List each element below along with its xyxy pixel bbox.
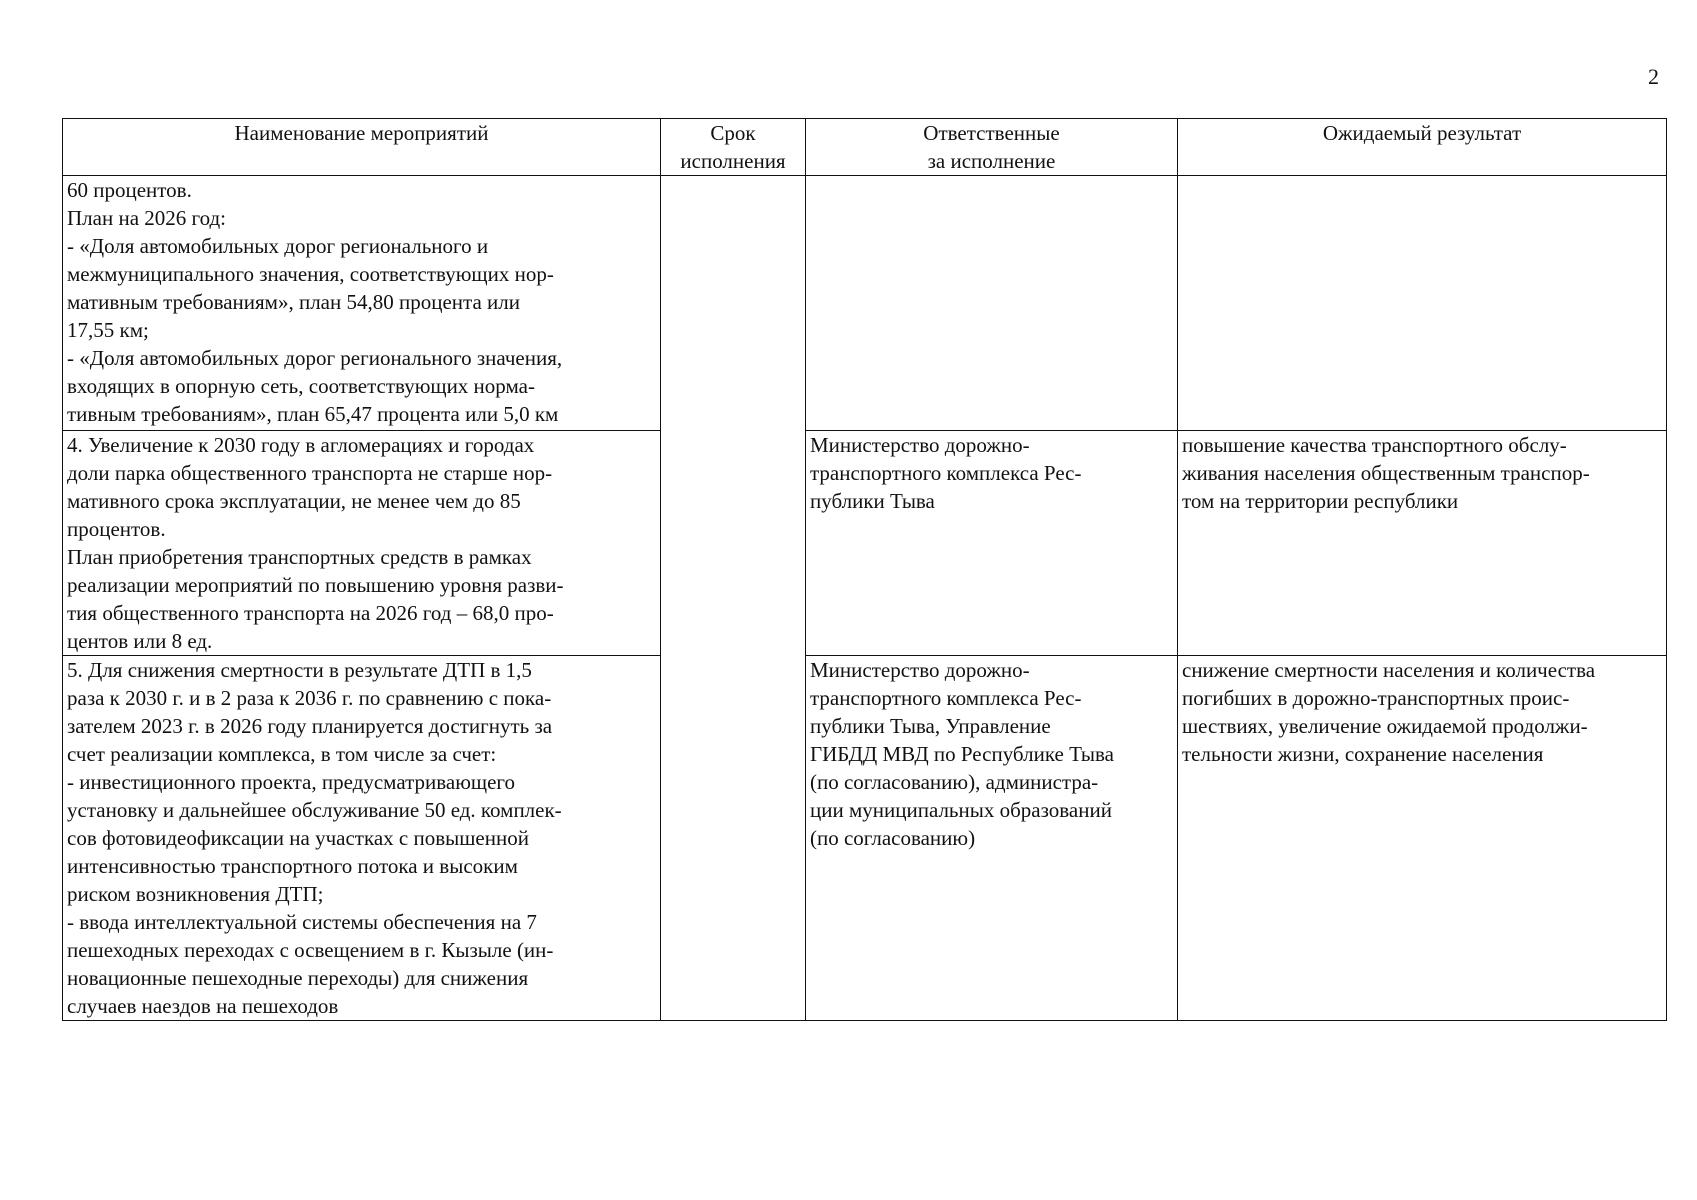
text-line: Ожидаемый результат (1322, 121, 1522, 145)
text-line: - «Доля автомобильных дорог регионального и (67, 234, 489, 258)
result-cell (1178, 656, 1667, 1021)
deadline-cell (661, 176, 806, 1021)
text-line: случаев наездов на пешеходов (67, 994, 339, 1018)
text-line: счет реализации комплекса, в том числе за счет: (67, 742, 497, 766)
text-line: реализации мероприятий по повышению уровня разви- (67, 573, 564, 597)
text-line: Министерство дорожно- (810, 658, 1030, 682)
text-line: План приобретения транспортных средств в рамках (67, 545, 532, 569)
text-line: Ответственные (923, 121, 1060, 145)
text-line: 17,55 км; (67, 318, 149, 342)
text-line: сов фотовидеофиксации на участках с повышенной (67, 826, 529, 850)
text-line: ции муниципальных образований (810, 798, 1112, 822)
text-line: доли парка общественного транспорта не старше нор- (67, 461, 553, 485)
text-line: ГИБДД МВД по Республике Тыва (810, 742, 1114, 766)
text-line: 5. Для снижения смертности в результате ДТП в 1,5 (67, 658, 532, 682)
text-line: Срок (710, 121, 756, 145)
text-line: риском возникновения ДТП; (67, 882, 324, 906)
text-line: Наименование мероприятий (234, 121, 489, 145)
text-line: транспортного комплекса Рес- (810, 461, 1082, 485)
text-line: пешеходных переходах с освещением в г. Кызыле (ин- (67, 938, 554, 962)
text-line: том на территории республики (1182, 489, 1459, 513)
text-line: публики Тыва (810, 489, 935, 513)
responsible-cell (806, 431, 1178, 656)
text-line: исполнения (680, 149, 786, 173)
text-line: установку и дальнейшее обслуживание 50 ед. комплек- (67, 798, 562, 822)
text-line: 4. Увеличение к 2030 году в агломерациях и городах (67, 433, 535, 457)
text-line: тия общественного транспорта на 2026 год – 68,0 про- (67, 601, 554, 625)
text-line: снижение смертности населения и количества (1182, 658, 1596, 682)
text-line: процентов. (67, 517, 166, 541)
responsible-cell (806, 176, 1178, 431)
text-line: (по согласованию), администра- (810, 770, 1099, 794)
text-line: центов или 8 ед. (67, 629, 213, 653)
text-line: шествиях, увеличение ожидаемой продолжи- (1182, 714, 1588, 738)
text-line: за исполнение (927, 149, 1056, 173)
page-number: 2 (1648, 64, 1659, 89)
text-line: тивным требованиям», план 65,47 процента или 5,0 км (67, 402, 559, 426)
table-header-row (63, 119, 1667, 176)
text-line: повышение качества транспортного обслу- (1182, 433, 1567, 457)
text-line: мативного срока эксплуатации, не менее чем до 85 (67, 489, 521, 513)
header-responsible (806, 119, 1178, 176)
table-row (63, 431, 1667, 656)
text-line: живания населения общественным транспор- (1182, 461, 1590, 485)
activity-cell (63, 176, 661, 431)
responsible-cell (806, 656, 1178, 1021)
result-cell (1178, 431, 1667, 656)
text-line: - инвестиционного проекта, предусматривающего (67, 770, 515, 794)
text-line: межмуниципального значения, соответствующих нор- (67, 262, 554, 286)
text-line: мативным требованиям», план 54,80 процента или (67, 290, 520, 314)
header-activity (63, 119, 661, 176)
text-line: (по согласованию) (810, 826, 976, 850)
result-cell (1178, 176, 1667, 431)
activities-table (62, 118, 1667, 1021)
activity-cell (63, 656, 661, 1021)
table-row (63, 656, 1667, 1021)
text-line: - ввода интеллектуальной системы обеспечения на 7 (67, 910, 537, 934)
text-line: План на 2026 год: (67, 206, 227, 230)
header-deadline (661, 119, 806, 176)
text-line: входящих в опорную сеть, соответствующих норма- (67, 374, 535, 398)
text-line: погибших в дорожно-транспортных проис- (1182, 686, 1570, 710)
text-line: новационные пешеходные переходы) для снижения (67, 966, 529, 990)
text-line: транспортного комплекса Рес- (810, 686, 1082, 710)
text-line: интенсивностью транспортного потока и высоким (67, 854, 518, 878)
activity-cell (63, 431, 661, 656)
text-line: 60 процентов. (67, 178, 192, 202)
text-line: тельности жизни, сохранение населения (1182, 742, 1544, 766)
header-result (1178, 119, 1667, 176)
text-line: зателем 2023 г. в 2026 году планируется достигнуть за (67, 714, 553, 738)
text-line: публики Тыва, Управление (810, 714, 1051, 738)
table-row (63, 176, 1667, 431)
text-line: Министерство дорожно- (810, 433, 1030, 457)
text-line: раза к 2030 г. и в 2 раза к 2036 г. по сравнению с пока- (67, 686, 552, 710)
text-line: - «Доля автомобильных дорог регионального значения, (67, 346, 563, 370)
